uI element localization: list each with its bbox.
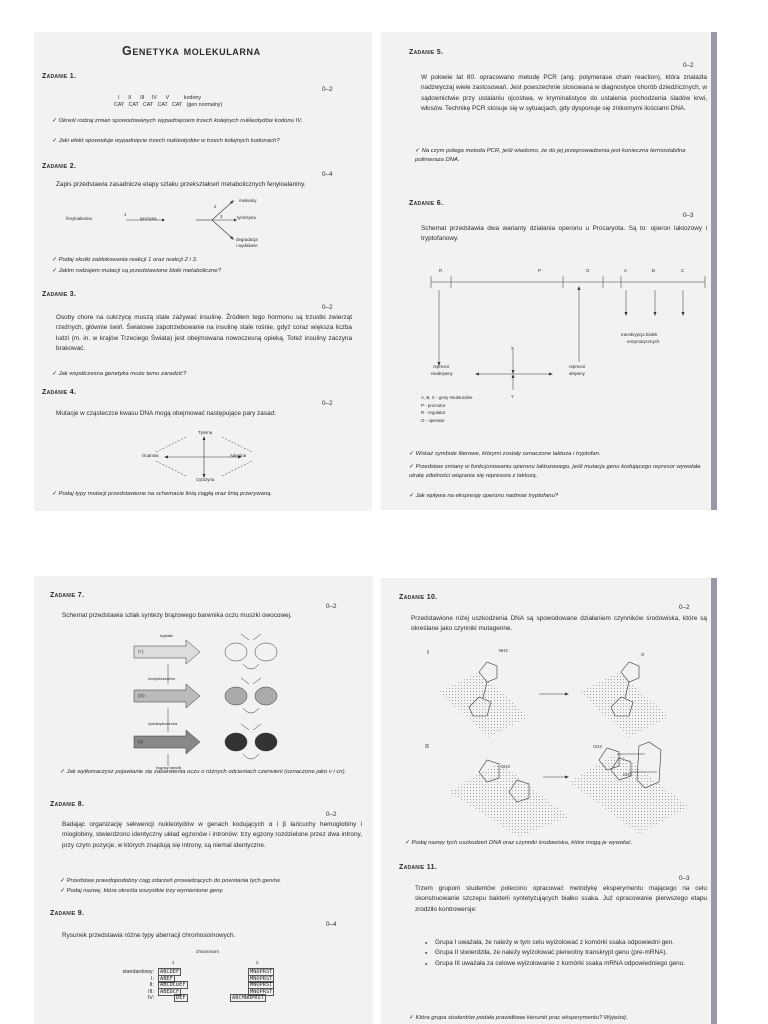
label-oxygen-1: O [641, 652, 645, 657]
label-excretion: i wydalanie [236, 243, 258, 248]
task-1-heading: Zadanie 1. [42, 73, 77, 80]
task-5-text: W połowie lat 80. opracowano metodę PCR (ang. polymerase chain reaction), która znalazła nadzwyczaj wiele zastosowań. Jest powszechnie stosowana w diagnostyce chorób dziedzicznych, w sądownictwie przy ustalaniu ojcostwa, w kryminalistyce do ustalenia pochodzenia śladów krwi, włosów. Technikę PCR stosuje się w sytuacjach, gdy dysponuje się znikomymi ilościami DNA. [421, 74, 707, 112]
task-8-text: Badając organizację sekwencji nukleotydów w genach kodujących α i β łańcuchy hemoglobiny i mioglobiny, stwierdzono identyczny układ egzonów i intronów: trzy egzony rozdzielone przez dwa introny, przy czym pozycje, w których znajdują się introny, są niemal identyczne. [62, 821, 362, 849]
gene-label-R: R [439, 268, 443, 273]
task-7-heading: Zadanie 7. [50, 592, 85, 599]
label-hydroxykynurenine: hydroksykinurenina [148, 722, 178, 726]
label-chromosome-1: 1 [172, 960, 175, 965]
aberration-row-labels: standardowy: I: II: III: IV: [122, 969, 154, 1001]
label-formylkynurenine: formylokinurenina [148, 677, 175, 681]
task-6-text: Schemat przedstawia dwa warianty działania operonu u Procaryota. Są to: operon laktozowy i tryptofanowy. [421, 225, 707, 243]
label-reaction-2: 2 [214, 204, 217, 209]
label-guanine: Guanina [142, 453, 159, 458]
task-11-points: 0–3 [679, 875, 690, 882]
task-11-text: Trzem grupom studentów polecono opracować metodykę eksperymentu mającego na celu skonstruowanie szczepu bakterii syntetyzujących białko ssaka. Już opracowanie pierwszego etapu zrodziło kontrowersje: [415, 885, 707, 913]
task-4-text: Mutacje w cząsteczce kwasu DNA mogą obejmować następujące pary zasad: [56, 410, 276, 417]
chromosome-1-sequences: ABCDEF ABEF ABCDCDEF ABEDCF DEF [160, 969, 186, 1001]
gene-label-C: C [681, 268, 685, 273]
label-brown-pigment: brązowy barwnik [156, 766, 182, 770]
label-ch3-2: CH3 [501, 764, 510, 769]
page-top-right [381, 32, 717, 510]
task-3-heading: Zadanie 3. [42, 291, 77, 298]
task-7-text: Schemat przedstawia szlak syntezy brązowego barwnika oczu muszki owocowej. [62, 612, 292, 619]
label-Y: Y [511, 394, 514, 399]
task-8-heading: Zadanie 8. [50, 801, 85, 808]
label-reaction-3: 3 [220, 214, 223, 219]
label-m: (m) [138, 693, 145, 698]
gene-label-A: A [624, 268, 627, 273]
task-9-points: 0–4 [326, 921, 337, 928]
label-wild-type: (+) [138, 649, 144, 654]
task-6-points: 0–3 [683, 212, 694, 219]
task-6-question-2: ✓ Przedstaw zmiany w funkcjonowaniu operonu laktozowego, jeśli mutacja genu kodującego represor wywołała utratę zdolności wiązania się represora z laktozą. [409, 464, 701, 479]
label-phenylalanine: fenyloalanina [66, 216, 92, 221]
eye-pigment-pathway-diagram [128, 632, 298, 772]
label-chromosome: chromosom [196, 949, 219, 954]
task-7-question-1: ✓ Jak wytłumaczysz pojawianie się zabarwienia oczu o różnych odcieniach czerwieni (oznaczone jako v i cn). [60, 769, 347, 775]
label-inactive-repressor-2: nieaktywny [431, 371, 453, 376]
chromosome-2-sequences: MNOPRST MNOPRST MNOPRST MNOPRST ABCMNOPRST [232, 969, 273, 1001]
label-active-repressor-2: aktywny [569, 371, 585, 376]
task-2-question-2: ✓ Jakim rodzajem mutacji są przedstawione bloki metaboliczne? [52, 268, 221, 274]
task-1-question-2: ✓ Jaki efekt spowoduje wypadnięcie trzech nukleotydów w trzech kolejnych kodonach? [52, 138, 280, 144]
task-4-points: 0–2 [322, 400, 333, 407]
task-10-points: 0–2 [679, 604, 690, 611]
damage-label-II: II [425, 744, 429, 750]
label-degradation: degradacja [236, 237, 258, 242]
codon-sequence: CAT CAT CAT CAT CAT (gen normalny) [114, 102, 223, 108]
page-top-left [34, 32, 372, 511]
codon-labels: I II III IV V kodony [118, 95, 202, 101]
task-8-question-1: ✓ Przedstaw prawdopodobny ciąg zdarzeń prowadzących do powstania tych genów. [60, 878, 282, 884]
task-3-question-1: ✓ Jak współczesna genetyka może temu zaradzić? [52, 371, 187, 377]
task-10-text: Przedstawione niżej uszkodzenia DNA są spowodowane działaniem czynników środowiska, które są określane jako czynniki mutagenne. [411, 615, 707, 633]
student-groups-list [415, 938, 707, 969]
gene-label-O: O [586, 268, 590, 273]
label-cytosine: Cytozyna [196, 477, 215, 482]
page-bottom-right [381, 578, 717, 1024]
task-1-points: 0–2 [322, 86, 333, 93]
label-inactive-repressor-1: represor [433, 364, 450, 369]
task-11-heading: Zadanie 11. [399, 864, 438, 871]
task-7-points: 0–2 [326, 603, 337, 610]
task-8-points: 0–2 [326, 811, 337, 818]
task-6-heading: Zadanie 6. [409, 200, 444, 207]
page-title: Genetyka molekularna [122, 44, 261, 58]
task-3-text: Osoby chore na cukrzycę muszą stale zażywać insulinę. Źródłem tego hormonu są trzustki zwierząt rzeźnych, głównie świń. Światowe zapotrzebowanie na insulinę stale rośnie, gdyż coraz większa liczba ludzi (m. in. w krajów Trzeciego Świata) jest obejmowana nowoczesną opieką. Toteż insuliny zaczyna brakować. [56, 314, 352, 352]
label-transcription-1: transkrypcja białek [621, 332, 658, 337]
gene-label-P: P [538, 268, 541, 273]
damage-label-I: I [427, 650, 429, 656]
task-2-points: 0–4 [322, 171, 333, 178]
task-9-text: Rysunek przedstawia różne typy aberracji chromosomowych. [62, 932, 236, 939]
operon-legend: A, B, C - geny strukturalne P - promotor R - regulator O - operator [421, 395, 473, 424]
group-3-item: ● Grupa III uważała za celowe wyizolowanie z komórki ssaka mRNA odpowiedniego genu. [435, 959, 707, 969]
task-5-heading: Zadanie 5. [409, 49, 444, 56]
task-6-question-1: ✓ Wskaż symbole literowe, którymi zostały oznaczone laktoza i tryptofan. [409, 451, 601, 457]
task-10-question-1: ✓ Podaj nazwy tych uszkodzeń DNA oraz czynniki środowiska, które mogą je wywołać. [405, 840, 633, 846]
label-ch3-3: CH3 [623, 772, 632, 777]
task-10-heading: Zadanie 10. [399, 594, 438, 601]
label-tyrosine: tyrozyna [140, 216, 157, 221]
task-2-question-1: ✓ Podaj skutki zablokowania reakcji 1 oraz reakcji 2 i 3. [52, 257, 198, 263]
task-11-question-1: ✓ Która grupa studentów podała prawidłowe kierunki prac eksperymentu? Wyjaśnij. [409, 1015, 628, 1021]
label-chromosome-2: 2 [256, 960, 259, 965]
label-tryptophan: tryptofan [160, 634, 174, 638]
task-8-question-2: ✓ Podaj nazwę, która określa wszystkie trzy wymienione geny. [60, 888, 224, 894]
label-nh2: NH2 [499, 648, 508, 653]
group-2-item: ● Grupa II stwierdziła, że należy wyizolować pierwotny transkrypt genu (pre-mRNA). [435, 948, 707, 958]
label-thymine: Tymina [198, 430, 213, 435]
gene-label-B: B [652, 268, 655, 273]
task-6-question-3: ✓ Jak wpływa na ekspresję operonu nadmiar tryptofanu? [409, 493, 559, 499]
task-9-heading: Zadanie 9. [50, 910, 85, 917]
label-reaction-1: 1 [124, 212, 127, 217]
task-1-question-1: ✓ Określ rodzaj zmian spowodowanych wypadnięciem trzech kolejnych nukleotydów kodonu IV. [52, 118, 303, 124]
task-2-heading: Zadanie 2. [42, 163, 77, 170]
task-5-question-1: ✓ Na czym polega metoda PCR, jeśli wiadomo, że do jej przeprowadzenia jest konieczna termostabilna polimeraza DNA. [415, 148, 686, 163]
label-adenine: Adenina [230, 453, 247, 458]
label-melanins: melaniny [239, 198, 257, 203]
label-active-repressor-1: represor [569, 364, 586, 369]
group-1-item: ● Grupa I uważała, że należy w tym celu wyizolować z komórki ssaka odpowiedni gen. [435, 938, 707, 948]
page-bottom-left [34, 576, 373, 1024]
label-transcription-2: enzymatycznych [627, 339, 660, 344]
dna-damage-diagram [439, 642, 699, 837]
task-5-points: 0–2 [683, 62, 694, 69]
label-v: (v) [138, 739, 144, 744]
task-4-heading: Zadanie 4. [42, 389, 77, 396]
label-X: X [511, 346, 514, 351]
metabolic-pathway-diagram [64, 192, 294, 254]
label-thyroxine: tyroksyna [237, 215, 256, 220]
task-3-points: 0–2 [322, 304, 333, 311]
task-2-text: Zapis przedstawia zasadnicze etapy szlaku przekształceń metabolicznych fenyloalaniny. [56, 181, 306, 188]
label-ch3-1: CH3 [593, 744, 602, 749]
task-4-question-1: ✓ Podaj typy mutacji przedstawione na schemacie linią ciągłą oraz linią przerywaną. [52, 491, 273, 497]
operon-diagram [421, 262, 711, 392]
